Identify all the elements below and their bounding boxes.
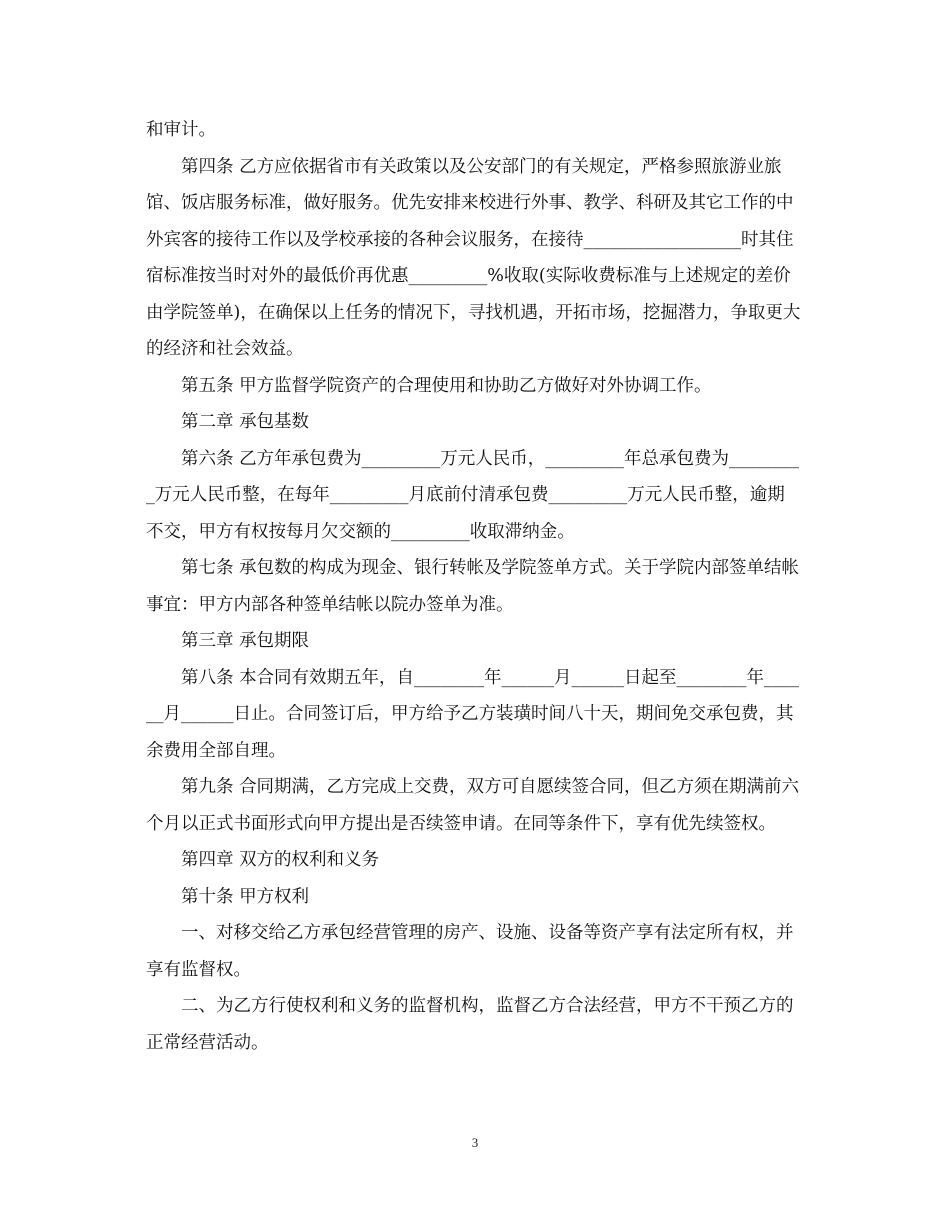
paragraph: 二、为乙方行使权利和义务的监督机构，监督乙方合法经营，甲方不干预乙方的正常经营活动。 (146, 996, 794, 1053)
paragraph: 第六条 乙方年承包费为_________万元人民币，_________年总承包费为_________万元人民币整，在每年_________月底前付清承包费_________万元人民币整，逾期不交，甲方有权按每月欠交额的_________收取滞纳金。 (146, 448, 800, 542)
paragraph: 第四条 乙方应依据省市有关政策以及公安部门的有关规定，严格参照旅游业旅馆、饭店服务标准，做好服务。优先安排来校进行外事、教学、科研及其它工作的中外宾客的接待工作以及学校承接的各种会议服务，在接待__________________时其住宿标准按当时对外的最低价再优惠_________%收取(实际收费标准与上述规定的差价由学院签单)，在确保以上任务的情况下，寻找机遇，开拓市场，挖掘潜力，争取更大的经济和社会效益。 (146, 156, 801, 359)
paragraph: 第二章 承包基数 (181, 412, 310, 432)
paragraph: 第五条 甲方监督学院资产的合理使用和协助乙方做好对外协调工作。 (181, 375, 712, 396)
document-body (146, 112, 802, 1061)
paragraph: 第七条 承包数的构成为现金、银行转帐及学院签单方式。关于学院内部签单结帐事宜：甲方内部各种签单结帐以院办签单为准。 (146, 558, 800, 615)
paragraph: 第八条 本合同有效期五年，自________年______月______日起至________年______月______日止。合同签订后，甲方给予乙方装璜时间八十天，期间免交承包费，其余费用全部自理。 (146, 667, 800, 761)
paragraph: 第十条 甲方权利 (181, 886, 310, 907)
paragraph: 第九条 合同期满，乙方完成上交费，双方可自愿续签合同，但乙方须在期满前六个月以正式书面形式向甲方提出是否续签申请。在同等条件下，享有优先续签权。 (146, 777, 800, 834)
paragraph: 一、对移交给乙方承包经营管理的房产、设施、设备等资产享有法定所有权，并享有监督权。 (146, 923, 794, 980)
paragraph: 和审计。 (146, 120, 216, 140)
paragraph: 第三章 承包期限 (181, 631, 310, 651)
paragraph: 第四章 双方的权利和义务 (181, 850, 380, 870)
page-number: 3 (471, 1135, 479, 1150)
